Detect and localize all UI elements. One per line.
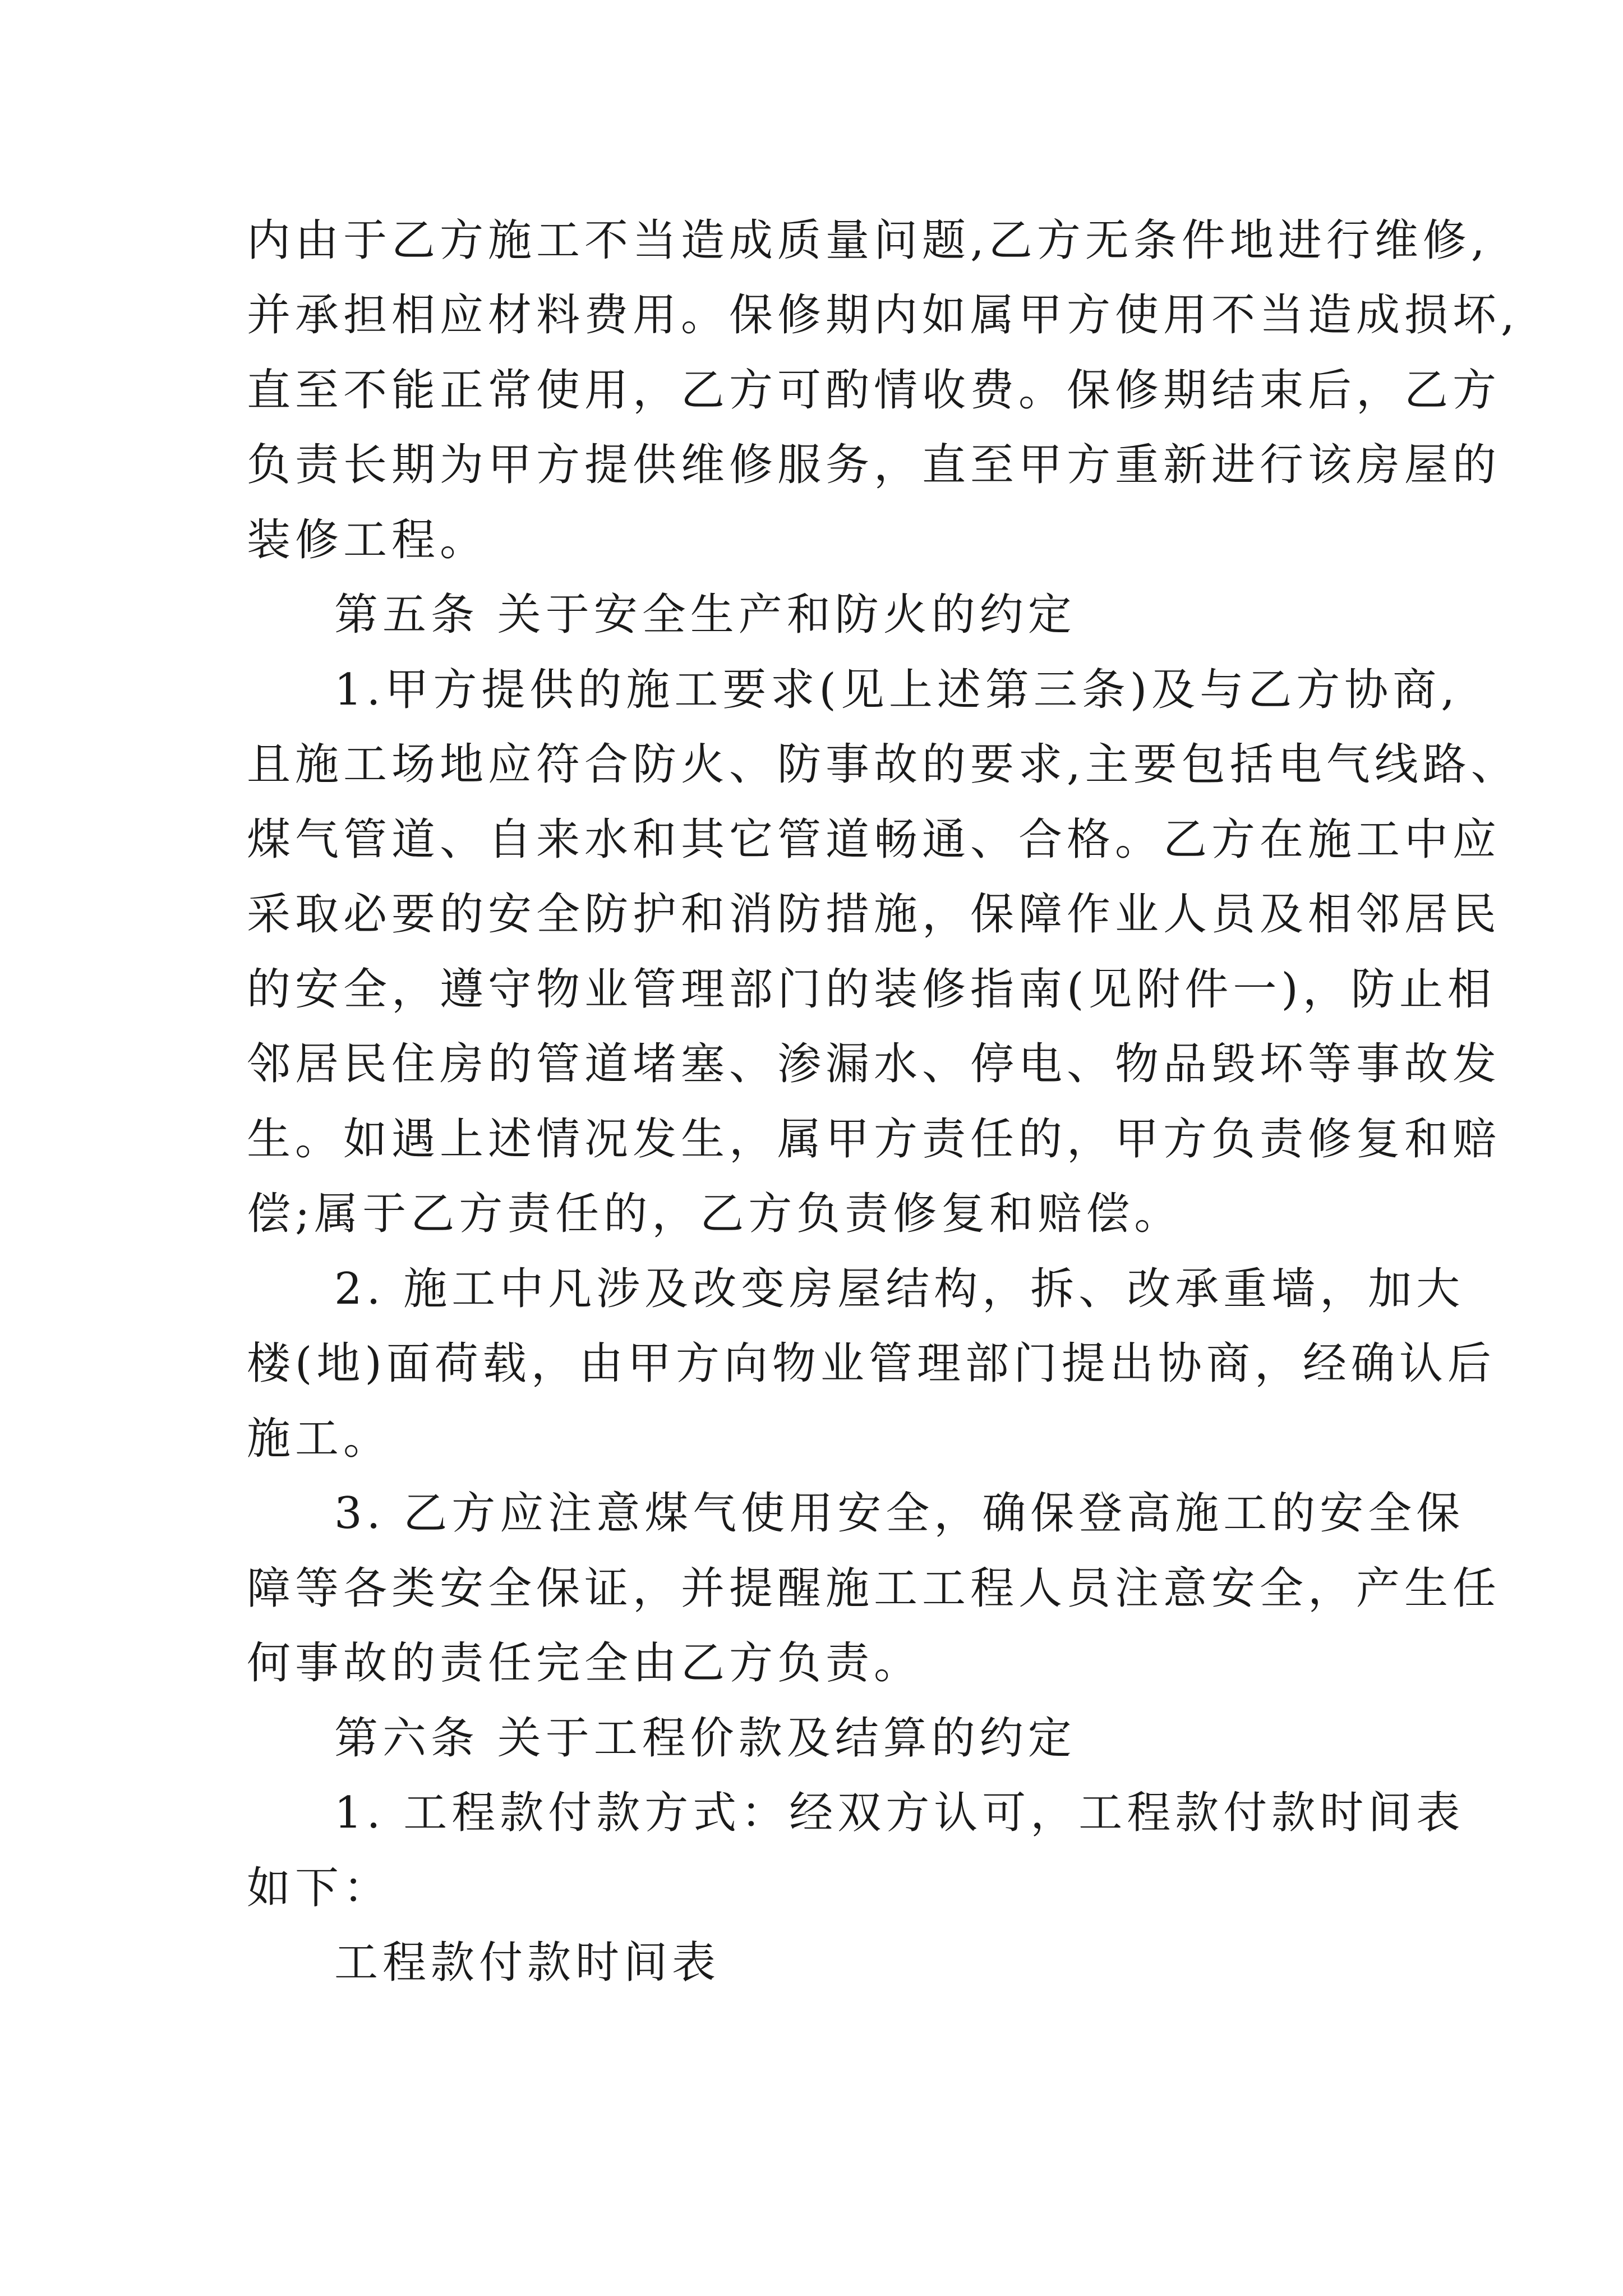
text-line: 2. 施工中凡涉及改变房屋结构，拆、改承重墙，加大 (334, 1264, 1465, 1314)
text-line: 装修工程。 (247, 515, 488, 565)
text-line: 楼(地)面荷载，由甲方向物业管理部门提出协商，经确认后 (247, 1338, 1496, 1389)
text-line: 并承担相应材料费用。保修期内如属甲方使用不当造成损坏, (247, 290, 1519, 341)
text-line: 直至不能正常使用，乙方可酌情收费。保修期结束后，乙方 (247, 365, 1501, 416)
text-line: 何事故的责任完全由乙方负责。 (247, 1638, 923, 1688)
text-line: 煤气管道、自来水和其它管道畅通、合格。乙方在施工中应 (247, 815, 1501, 865)
text-line: 生。如遇上述情况发生，属甲方责任的，甲方负责修复和赔 (247, 1114, 1501, 1165)
table-caption: 工程款付款时间表 (334, 1938, 721, 1988)
text-line: 施工。 (247, 1414, 392, 1464)
text-line: 障等各类安全保证，并提醒施工工程人员注意安全，产生任 (247, 1563, 1501, 1614)
text-line: 的安全，遵守物业管理部门的装修指南(见附件一)，防止相 (247, 964, 1496, 1015)
text-line: 偿;属于乙方责任的，乙方负责修复和赔偿。 (247, 1189, 1183, 1239)
text-line: 1. 工程款付款方式：经双方认可，工程款付款时间表 (334, 1788, 1465, 1838)
text-line: 邻居民住房的管道堵塞、渗漏水、停电、物品毁坏等事故发 (247, 1039, 1501, 1089)
text-line: 如下： (247, 1863, 392, 1913)
section-heading: 第六条 关于工程价款及结算的约定 (334, 1713, 1076, 1764)
text-line: 1.甲方提供的施工要求(见上述第三条)及与乙方协商, (334, 665, 1460, 715)
text-line: 负责长期为甲方提供维修服务，直至甲方重新进行该房屋的 (247, 440, 1501, 490)
text-line: 采取必要的安全防护和消防措施，保障作业人员及相邻居民 (247, 889, 1501, 940)
section-heading: 第五条 关于安全生产和防火的约定 (334, 590, 1076, 640)
text-line: 内由于乙方施工不当造成质量问题,乙方无条件地进行维修, (247, 215, 1490, 266)
text-line: 且施工场地应符合防火、防事故的要求,主要包括电气线路、 (247, 739, 1519, 790)
text-line: 3. 乙方应注意煤气使用安全，确保登高施工的安全保 (334, 1488, 1465, 1539)
